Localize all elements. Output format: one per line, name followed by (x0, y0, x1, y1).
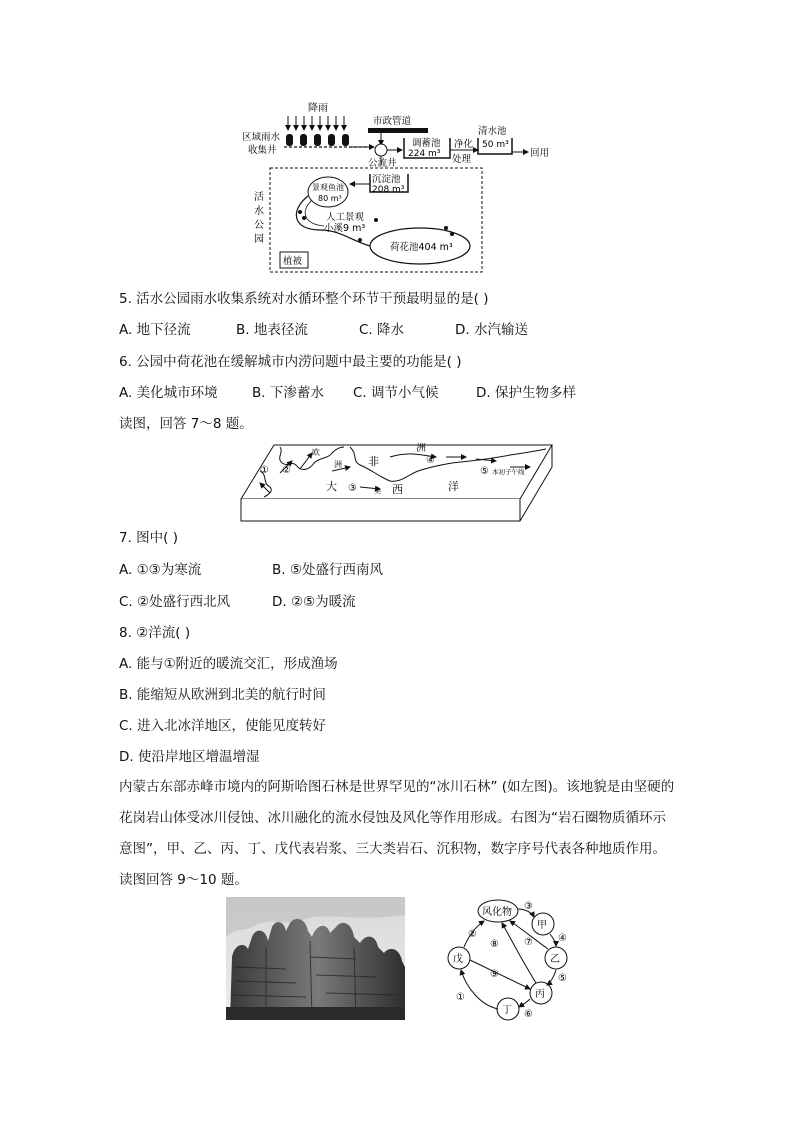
sediment-pool-volume: 208 m³ (372, 185, 405, 195)
current-label-3: ③ (348, 483, 357, 494)
q7-option-b[interactable]: B. ⑤处盛行西南风 (272, 562, 383, 578)
q6-option-c[interactable]: C. 调节小气候 (353, 385, 439, 401)
passage-9-10: 内蒙古东部赤峰市境内的阿斯哈图石林是世界罕见的“冰川石林” (如左图)。该地貌是由坚硬的花岗岩山体受冰川侵蚀、冰川融化的流水侵蚀及风化等作用形成。右图为“岩石圈物质循环示意图”，甲、乙、丙、丁、戊代表岩浆、三大类岩石、沉积物，数字序号代表各种地质作用。读图回答 9～10 题。 (119, 779, 675, 888)
q5-option-a[interactable]: A. 地下径流 (119, 322, 191, 338)
atlantic-currents-diagram (240, 443, 554, 523)
q7-option-c[interactable]: C. ②处盛行西北风 (119, 594, 231, 610)
rainwater-system-diagram (240, 100, 560, 276)
municipal-pipe (368, 128, 428, 133)
q6-option-a[interactable]: A. 美化城市环境 (119, 385, 218, 401)
q8-option-b[interactable]: B. 能缩短从欧洲到北美的航行时间 (119, 687, 326, 703)
arrow-4: ④ (558, 933, 567, 944)
park-label: 活水公园 (254, 192, 264, 245)
storage-pool-volume: 224 m³ (408, 149, 441, 159)
storage-pool-label: 调蓄池 (412, 138, 441, 149)
region-zhou: 洲 (416, 443, 426, 454)
q8-option-a[interactable]: A. 能与①附近的暖流交汇，形成渔场 (119, 656, 338, 672)
fish-pool-volume: 80 m³ (318, 194, 342, 203)
q6-option-b[interactable]: B. 下渗蓄水 (252, 385, 324, 401)
node-bing: 丙 (535, 989, 545, 1000)
split-well-label: 公流井 (368, 158, 397, 169)
q7-option-a[interactable]: A. ①③为寒流 (119, 562, 202, 578)
current-label-2: ② (282, 465, 291, 476)
purify-label: 净化处理 (452, 139, 474, 165)
q8-option-d[interactable]: D. 使沿岸地区增温增湿 (119, 749, 260, 765)
q8-stem: 8. ②洋流( ) (119, 625, 191, 641)
node-weathering: 风化物 (482, 907, 512, 918)
stream-label: 人工景观小溪9 m³ (324, 212, 366, 234)
q5-option-c[interactable]: C. 降水 (359, 322, 405, 338)
q6-option-d[interactable]: D. 保护生物多样 (476, 385, 576, 401)
region-mei: 美 (374, 487, 381, 495)
lotus-pool-label: 荷花池404 m³ (390, 242, 453, 253)
q6-stem: 6. 公园中荷花池在缓解城市内涝问题中最主要的功能是( ) (119, 354, 462, 370)
region-fei: 非 (368, 455, 379, 468)
q5-stem: 5. 活水公园雨水收集系统对水循环整个环节干预最明显的是( ) (119, 291, 489, 307)
arrow-5: ⑤ (558, 973, 567, 984)
rock-cycle-diagram (440, 897, 590, 1023)
q5-option-b[interactable]: B. 地表径流 (236, 322, 308, 338)
arrow-9: ⑨ (490, 969, 499, 980)
meridian-label: 本初子午线 (492, 468, 525, 476)
collect-well-label: 区域雨水收集井 (242, 132, 281, 156)
node-jia: 甲 (537, 920, 547, 931)
arrow-3: ③ (524, 901, 533, 912)
rain-label: 降雨 (308, 103, 328, 114)
split-well (375, 144, 387, 156)
fish-pool-label: 景观鱼池 (312, 183, 344, 192)
municipal-pipe-label: 市政管道 (373, 116, 412, 127)
clear-pool-label: 清水池 (478, 126, 507, 137)
q7-stem: 7. 图中( ) (119, 530, 178, 546)
arrow-2: ② (468, 929, 477, 940)
arrow-7: ⑦ (524, 937, 533, 948)
intro-7-8: 读图，回答 7～8 题。 (119, 416, 253, 432)
arrow-6: ⑥ (524, 1009, 533, 1020)
q8-option-c[interactable]: C. 进入北冰洋地区，使能见度转好 (119, 718, 327, 734)
vegetation-label: 植被 (283, 256, 303, 267)
q5-option-d[interactable]: D. 水汽输送 (455, 322, 528, 338)
node-wu: 戊 (453, 954, 463, 965)
region-zhou2: 洲 (334, 460, 342, 469)
region-ou: 欧 (312, 448, 320, 457)
region-yang: 洋 (448, 480, 459, 493)
current-label-1: ① (260, 465, 269, 476)
stone-forest-photo (226, 897, 405, 1020)
collection-wells (286, 134, 349, 146)
reuse-label: 回用 (530, 148, 550, 159)
region-da: 大 (326, 480, 337, 493)
current-label-5: ⑤ (480, 466, 489, 477)
node-yi: 乙 (550, 954, 560, 965)
node-ding: 丁 (502, 1005, 512, 1016)
current-label-4: ④ (426, 455, 435, 466)
sediment-pool-label: 沉淀池 (372, 174, 401, 185)
region-xi: 西 (392, 483, 403, 496)
q7-option-d[interactable]: D. ②⑤为暖流 (272, 594, 356, 610)
arrow-1: ① (456, 992, 465, 1003)
arrow-8: ⑧ (490, 939, 499, 950)
clear-pool-volume: 50 m³ (482, 140, 509, 150)
